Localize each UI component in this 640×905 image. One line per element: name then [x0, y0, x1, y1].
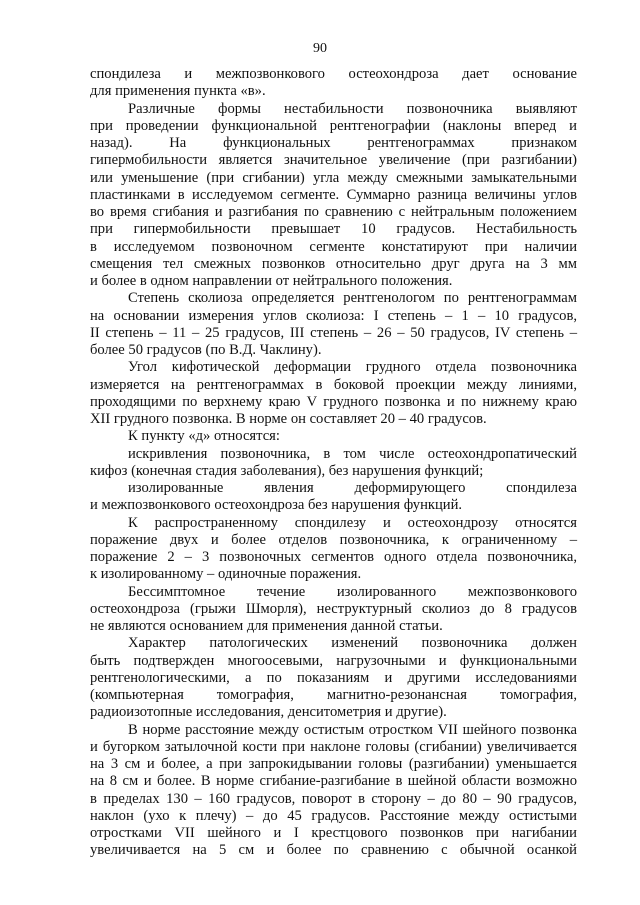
text-line: назад). На функциональных рентгенограммах признаком: [90, 135, 577, 151]
text-line: кифоз (конечная стадия заболевания), без нарушения функций;: [90, 462, 484, 479]
text-line: (компьютерная томография, магнитно-резонансная томография,: [90, 687, 577, 703]
text-line: В норме расстояние между остистым отростком VII шейного позвонка: [128, 721, 577, 738]
text-line: Различные формы нестабильности позвоночника выявляют: [128, 100, 577, 117]
text-line: пластинками в исследуемом сегменте. Суммарно разница величины углов: [90, 186, 577, 203]
text-line: и бугорком затылочной кости при наклоне головы (сгибании) увеличивается: [90, 738, 577, 755]
text-line: и межпозвонкового остеохондроза без нарушения функций.: [90, 497, 463, 514]
text-line: поражение двух и более отделов позвоночника, к ограниченному –: [90, 531, 577, 548]
text-line: измеряется на рентгенограммах в боковой проекции между линиями,: [90, 376, 577, 393]
text-line: II степень – 11 – 25 градусов, III степень – 26 – 50 градусов, IV степень –: [90, 324, 577, 341]
document-body: [90, 66, 577, 860]
text-line: XII грудного позвонка. В норме он составляет 20 – 40 градусов.: [90, 411, 487, 427]
text-line: радиоизотопные исследования, денситометрия и другие).: [90, 704, 447, 721]
text-line: Угол кифотической деформации грудного отдела позвоночника: [128, 359, 577, 376]
text-line: спондилеза и межпозвонкового остеохондроза дает основание: [90, 66, 577, 82]
text-line: К пункту «д» относятся:: [128, 428, 280, 445]
text-line: или уменьшение (при сгибании) угла между смежными замыкательными: [90, 169, 577, 186]
text-line: во время сгибания и разгибания по сравнению с нейтральным положением: [90, 204, 577, 220]
text-line: на 8 см и более. В норме сгибание-разгибание в шейной области возможно: [90, 773, 577, 790]
text-line: более 50 градусов (по В.Д. Чаклину).: [90, 342, 322, 358]
text-line: Характер патологических изменений позвоночника должен: [128, 635, 577, 652]
text-line: на основании измерения углов сколиоза: I степень – 1 – 10 градусов,: [90, 307, 577, 324]
text-line: поражение 2 – 3 позвоночных сегментов одного отдела позвоночника,: [90, 549, 577, 565]
text-line: для применения пункта «в».: [90, 83, 266, 100]
text-line: рентгенологическими, а по показаниям и другими исследованиями: [90, 669, 577, 686]
text-line: остеохондроза (грыжи Шморля), неструктурный сколиоз до 8 градусов: [90, 600, 577, 617]
text-line: проходящими по верхнему краю V грудного позвонка и по нижнему краю: [90, 393, 577, 410]
text-line: изолированные явления деформирующего спондилеза: [128, 480, 577, 496]
text-line: и более в одном направлении от нейтрального положения.: [90, 273, 453, 289]
text-line: отростками VII шейного и I крестцового позвонков при нагибании: [90, 825, 577, 841]
text-line: быть подтвержден многоосевыми, нагрузочными и функциональными: [90, 652, 577, 669]
text-line: Степень сколиоза определяется рентгенологом по рентгенограммам: [128, 290, 577, 307]
text-line: при гипермобильности превышает 10 градусов. Нестабильность: [90, 221, 577, 238]
text-line: не являются основанием для применения данной статьи.: [90, 618, 443, 634]
text-line: на 3 см и более, а при запрокидывании головы (разгибании) уменьшается: [90, 756, 577, 772]
text-line: смещения тел смежных позвонков относительно друг друга на 3 мм: [90, 255, 577, 272]
text-line: в пределах 130 – 160 градусов, поворот в сторону – до 80 – 90 градусов,: [90, 790, 577, 807]
text-line: наклон (ухо к плечу) – до 45 градусов. Расстояние между остистыми: [90, 807, 577, 824]
text-line: к изолированному – одиночные поражения.: [90, 566, 362, 583]
text-line: К распространенному спондилезу и остеохондрозу относятся: [128, 514, 577, 531]
text-line: при проведении функциональной рентгенографии (наклоны вперед и: [90, 117, 577, 134]
text-line: в исследуемом позвоночном сегменте констатируют при наличии: [90, 238, 577, 255]
text-line: искривления позвоночника, в том числе остеохондропатический: [128, 445, 577, 462]
text-line: гипермобильности является значительное увеличение (при разгибании): [90, 152, 577, 169]
page-number: 90: [313, 41, 327, 56]
text-line: увеличивается на 5 см и более по сравнению с обычной осанкой: [90, 842, 577, 859]
text-line: Бессимптомное течение изолированного межпозвонкового: [128, 583, 577, 600]
